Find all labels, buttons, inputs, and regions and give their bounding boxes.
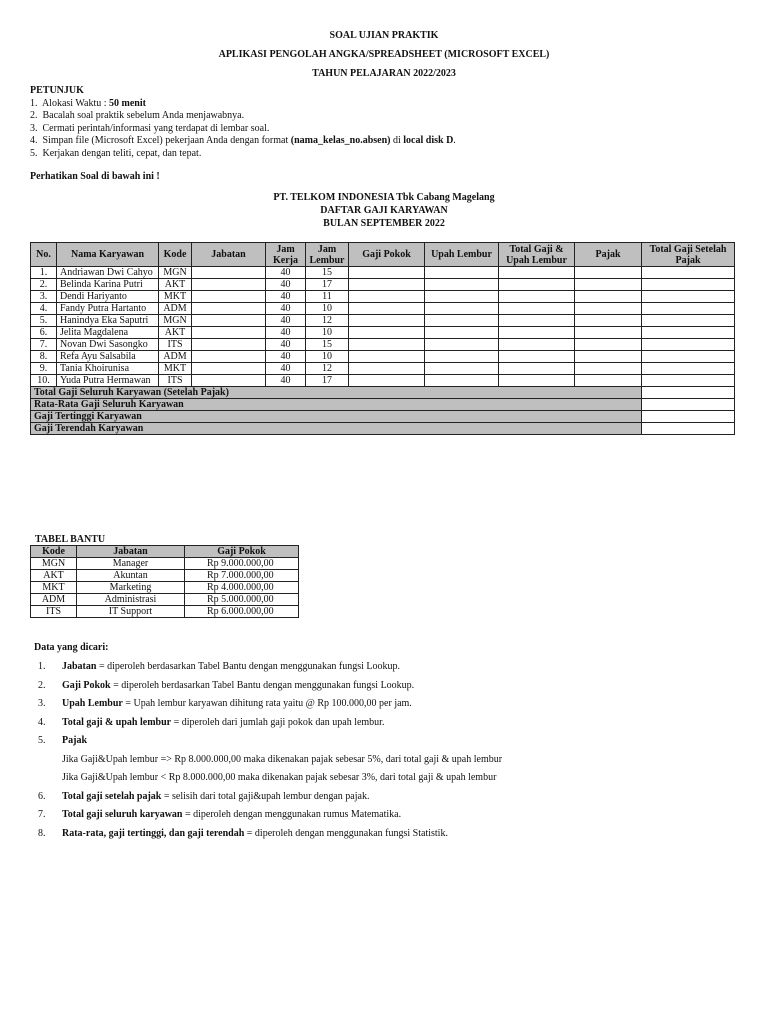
summary-label: Gaji Terendah Karyawan <box>31 423 642 435</box>
no-cell: 3. <box>31 291 57 303</box>
total-gaji-cell <box>499 327 575 339</box>
total-setelah-pajak-cell <box>642 351 735 363</box>
header-jam-lembur: Jam Lembur <box>306 243 349 267</box>
table-row <box>31 291 735 303</box>
kode-cell: MGN <box>159 315 192 327</box>
name-cell: Novan Dwi Sasongko <box>57 339 159 351</box>
requirement-item <box>38 808 738 827</box>
upah-lembur-cell <box>425 327 499 339</box>
table-row <box>31 375 735 387</box>
summary-row <box>31 387 735 399</box>
kode-cell: MKT <box>159 291 192 303</box>
jam-kerja-cell: 40 <box>266 303 306 315</box>
upah-lembur-cell <box>425 291 499 303</box>
total-setelah-pajak-cell <box>642 267 735 279</box>
gaji-pokok-cell <box>349 339 425 351</box>
gaji-cell: Rp 9.000.000,00 <box>185 558 299 570</box>
item-text: Total gaji & upah lembur = diperoleh dari jumlah gaji pokok dan upah lembur. <box>62 716 385 728</box>
summary-row <box>31 399 735 411</box>
item-number: 8. <box>38 827 46 839</box>
total-setelah-pajak-cell <box>642 303 735 315</box>
salary-table <box>30 242 735 435</box>
kode-cell: ADM <box>159 303 192 315</box>
no-cell: 9. <box>31 363 57 375</box>
gaji-cell: Rp 5.000.000,00 <box>185 594 299 606</box>
pajak-cell <box>575 339 642 351</box>
header-gaji-pokok: Gaji Pokok <box>185 546 299 558</box>
upah-lembur-cell <box>425 267 499 279</box>
item-number: 2. <box>38 679 46 691</box>
header-total-gaji: Total Gaji & Upah Lembur <box>499 243 575 267</box>
no-cell: 10. <box>31 375 57 387</box>
pajak-cell <box>575 291 642 303</box>
summary-value-cell <box>642 423 735 435</box>
summary-value-cell <box>642 399 735 411</box>
tax-rule-note <box>38 753 738 772</box>
summary-label: Gaji Tertinggi Karyawan <box>31 411 642 423</box>
jabatan-cell <box>192 315 266 327</box>
table-row <box>31 351 735 363</box>
upah-lembur-cell <box>425 315 499 327</box>
summary-value-cell <box>642 387 735 399</box>
jam-lembur-cell: 17 <box>306 279 349 291</box>
item-number: 5. <box>38 735 46 746</box>
academic-year: TAHUN PELAJARAN 2022/2023 <box>312 68 456 79</box>
header-total-setelah-pajak: Total Gaji Setelah Pajak <box>642 243 735 267</box>
exam-title: SOAL UJIAN PRAKTIK <box>329 30 439 41</box>
jabatan-cell: IT Support <box>77 606 185 618</box>
jam-lembur-cell: 10 <box>306 327 349 339</box>
table-row <box>31 582 299 594</box>
summary-row <box>31 423 735 435</box>
requirement-item <box>38 716 738 735</box>
item-text: Pajak <box>62 735 87 746</box>
jabatan-cell <box>192 339 266 351</box>
pajak-cell <box>575 267 642 279</box>
gaji-pokok-cell <box>349 303 425 315</box>
table-header-row <box>31 546 299 558</box>
no-cell: 4. <box>31 303 57 315</box>
upah-lembur-cell <box>425 363 499 375</box>
total-setelah-pajak-cell <box>642 363 735 375</box>
name-cell: Fandy Putra Hartanto <box>57 303 159 315</box>
instruction-item: 5. Kerjakan dengan teliti, cepat, dan tepat. <box>30 147 202 159</box>
summary-value-cell <box>642 411 735 423</box>
jam-lembur-cell: 12 <box>306 363 349 375</box>
requirement-item <box>38 660 738 679</box>
company-name: PT. TELKOM INDONESIA Tbk Cabang Magelang <box>273 192 495 203</box>
total-gaji-cell <box>499 279 575 291</box>
list-title: DAFTAR GAJI KARYAWAN <box>320 205 448 216</box>
total-setelah-pajak-cell <box>642 339 735 351</box>
name-cell: Jelita Magdalena <box>57 327 159 339</box>
header-kode: Kode <box>31 546 77 558</box>
item-text: Jabatan = diperoleh berdasarkan Tabel Bantu dengan menggunakan fungsi Lookup. <box>62 661 401 672</box>
pajak-cell <box>575 363 642 375</box>
header-nama: Nama Karyawan <box>57 243 159 267</box>
exam-subtitle: APLIKASI PENGOLAH ANGKA/SPREADSHEET (MICROSOFT EXCEL) <box>218 49 550 60</box>
table-row <box>31 606 299 618</box>
gaji-cell: Rp 6.000.000,00 <box>185 606 299 618</box>
kode-cell: ITS <box>159 339 192 351</box>
tax-rule-note <box>38 771 738 790</box>
jabatan-cell: Marketing <box>77 582 185 594</box>
pajak-cell <box>575 351 642 363</box>
pajak-cell <box>575 327 642 339</box>
kode-cell: AKT <box>159 327 192 339</box>
no-cell: 2. <box>31 279 57 291</box>
gaji-pokok-cell <box>349 279 425 291</box>
upah-lembur-cell <box>425 339 499 351</box>
no-cell: 6. <box>31 327 57 339</box>
instructions <box>30 85 456 160</box>
instruction-item: 1. Alokasi Waktu : 50 menit <box>30 97 146 109</box>
jam-kerja-cell: 40 <box>266 363 306 375</box>
summary-label: Total Gaji Seluruh Karyawan (Setelah Pajak) <box>31 387 642 399</box>
jabatan-cell <box>192 303 266 315</box>
item-text: Rata-rata, gaji tertinggi, dan gaji terendah = diperoleh dengan menggunakan fungsi Statistik. <box>62 827 448 839</box>
no-cell: 7. <box>31 339 57 351</box>
name-cell: Yuda Putra Hermawan <box>57 375 159 387</box>
total-setelah-pajak-cell <box>642 375 735 387</box>
table-row <box>31 363 735 375</box>
table-row <box>31 315 735 327</box>
jam-kerja-cell: 40 <box>266 315 306 327</box>
header-pajak: Pajak <box>575 243 642 267</box>
total-setelah-pajak-cell <box>642 327 735 339</box>
no-cell: 8. <box>31 351 57 363</box>
summary-label: Rata-Rata Gaji Seluruh Karyawan <box>31 399 642 411</box>
kode-cell: AKT <box>31 570 77 582</box>
upah-lembur-cell <box>425 351 499 363</box>
gaji-pokok-cell <box>349 267 425 279</box>
kode-cell: MGN <box>31 558 77 570</box>
kode-cell: MGN <box>159 267 192 279</box>
gaji-pokok-cell <box>349 315 425 327</box>
instruction-item: 2. Bacalah soal praktik sebelum Anda menjawabnya. <box>30 110 245 121</box>
item-text: Gaji Pokok = diperoleh berdasarkan Tabel Bantu dengan menggunakan fungsi Lookup. <box>62 679 415 691</box>
instruction-item: 3. Cermati perintah/informasi yang terdapat di lembar soal. <box>30 122 270 134</box>
jam-kerja-cell: 40 <box>266 291 306 303</box>
jam-lembur-cell: 11 <box>306 291 349 303</box>
instruction-item: 4. Simpan file (Microsoft Excel) pekerjaan Anda dengan format (nama_kelas_no.absen) di local disk D. <box>30 135 456 146</box>
total-gaji-cell <box>499 291 575 303</box>
requirement-item <box>38 697 738 716</box>
jabatan-cell <box>192 267 266 279</box>
gaji-pokok-cell <box>349 327 425 339</box>
total-setelah-pajak-cell <box>642 279 735 291</box>
total-gaji-cell <box>499 363 575 375</box>
requirements-list <box>38 660 738 845</box>
item-text: Upah Lembur = Upah lembur karyawan dihitung rata yaitu @ Rp 100.000,00 per jam. <box>62 698 412 709</box>
jam-lembur-cell: 15 <box>306 267 349 279</box>
name-cell: Tania Khoirunisa <box>57 363 159 375</box>
name-cell: Refa Ayu Salsabila <box>57 351 159 363</box>
table-row <box>31 339 735 351</box>
gaji-pokok-cell <box>349 363 425 375</box>
kode-cell: AKT <box>159 279 192 291</box>
gaji-pokok-cell <box>349 291 425 303</box>
requirement-item <box>38 827 738 846</box>
item-text: Total gaji seluruh karyawan = diperoleh dengan menggunakan rumus Matematika. <box>62 809 402 820</box>
item-text: Total gaji setelah pajak = selisih dari total gaji&upah lembur dengan pajak. <box>62 790 370 802</box>
requirement-item <box>38 679 738 698</box>
note-text: Jika Gaji&Upah lembur < Rp 8.000.000,00 maka dikenakan pajak sebesar 3%, dari total gaji & upah lembur <box>62 772 497 783</box>
item-number: 4. <box>38 716 46 728</box>
total-gaji-cell <box>499 267 575 279</box>
table-row <box>31 267 735 279</box>
jam-kerja-cell: 40 <box>266 279 306 291</box>
item-number: 3. <box>38 698 46 709</box>
jam-kerja-cell: 40 <box>266 351 306 363</box>
name-cell: Andriawan Dwi Cahyo <box>57 267 159 279</box>
item-number: 6. <box>38 790 46 802</box>
jam-kerja-cell: 40 <box>266 339 306 351</box>
jabatan-cell <box>192 351 266 363</box>
table-row <box>31 303 735 315</box>
upah-lembur-cell <box>425 303 499 315</box>
pajak-cell <box>575 375 642 387</box>
total-gaji-cell <box>499 339 575 351</box>
jam-lembur-cell: 17 <box>306 375 349 387</box>
header-jam-kerja: Jam Kerja <box>266 243 306 267</box>
kode-cell: ADM <box>31 594 77 606</box>
item-number: 1. <box>38 661 46 672</box>
gaji-pokok-cell <box>349 351 425 363</box>
jabatan-cell <box>192 279 266 291</box>
kode-cell: ITS <box>31 606 77 618</box>
header-jabatan: Jabatan <box>77 546 185 558</box>
jabatan-cell <box>192 363 266 375</box>
upah-lembur-cell <box>425 279 499 291</box>
gaji-pokok-cell <box>349 375 425 387</box>
pajak-cell <box>575 279 642 291</box>
jam-lembur-cell: 12 <box>306 315 349 327</box>
header-kode: Kode <box>159 243 192 267</box>
table-header-row <box>31 243 735 267</box>
jabatan-cell: Manager <box>77 558 185 570</box>
list-month: BULAN SEPTEMBER 2022 <box>323 218 445 229</box>
name-cell: Dendi Hariyanto <box>57 291 159 303</box>
name-cell: Belinda Karina Putri <box>57 279 159 291</box>
total-gaji-cell <box>499 351 575 363</box>
table-row <box>31 558 299 570</box>
kode-cell: ADM <box>159 351 192 363</box>
upah-lembur-cell <box>425 375 499 387</box>
kode-cell: MKT <box>159 363 192 375</box>
total-gaji-cell <box>499 315 575 327</box>
pajak-cell <box>575 315 642 327</box>
jam-kerja-cell: 40 <box>266 375 306 387</box>
pajak-cell <box>575 303 642 315</box>
header-no: No. <box>31 243 57 267</box>
gaji-cell: Rp 4.000.000,00 <box>185 582 299 594</box>
helper-table <box>30 545 299 618</box>
notice-text: Perhatikan Soal di bawah ini ! <box>30 171 160 182</box>
header-gaji-pokok: Gaji Pokok <box>349 243 425 267</box>
requirement-item <box>38 734 738 753</box>
jam-kerja-cell: 40 <box>266 267 306 279</box>
jam-lembur-cell: 15 <box>306 339 349 351</box>
gaji-cell: Rp 7.000.000,00 <box>185 570 299 582</box>
jabatan-cell <box>192 375 266 387</box>
instructions-title: PETUNJUK <box>30 85 84 96</box>
total-setelah-pajak-cell <box>642 315 735 327</box>
total-gaji-cell <box>499 303 575 315</box>
jam-lembur-cell: 10 <box>306 303 349 315</box>
jam-kerja-cell: 40 <box>266 327 306 339</box>
table-row <box>31 594 299 606</box>
table-row <box>31 279 735 291</box>
helper-table-title: TABEL BANTU <box>35 534 106 545</box>
no-cell: 5. <box>31 315 57 327</box>
header-upah-lembur: Upah Lembur <box>425 243 499 267</box>
requirement-item <box>38 790 738 809</box>
jabatan-cell <box>192 291 266 303</box>
jabatan-cell <box>192 327 266 339</box>
name-cell: Hanindya Eka Saputri <box>57 315 159 327</box>
summary-row <box>31 411 735 423</box>
jabatan-cell: Administrasi <box>77 594 185 606</box>
table-row <box>31 570 299 582</box>
jabatan-cell: Akuntan <box>77 570 185 582</box>
header-jabatan: Jabatan <box>192 243 266 267</box>
table-row <box>31 327 735 339</box>
kode-cell: MKT <box>31 582 77 594</box>
kode-cell: ITS <box>159 375 192 387</box>
note-text: Jika Gaji&Upah lembur => Rp 8.000.000,00 maka dikenakan pajak sebesar 5%, dari total gaji & upah lembur <box>62 753 503 765</box>
total-gaji-cell <box>499 375 575 387</box>
total-setelah-pajak-cell <box>642 291 735 303</box>
no-cell: 1. <box>31 267 57 279</box>
item-number: 7. <box>38 809 46 820</box>
jam-lembur-cell: 10 <box>306 351 349 363</box>
requirements-title: Data yang dicari: <box>34 642 109 653</box>
